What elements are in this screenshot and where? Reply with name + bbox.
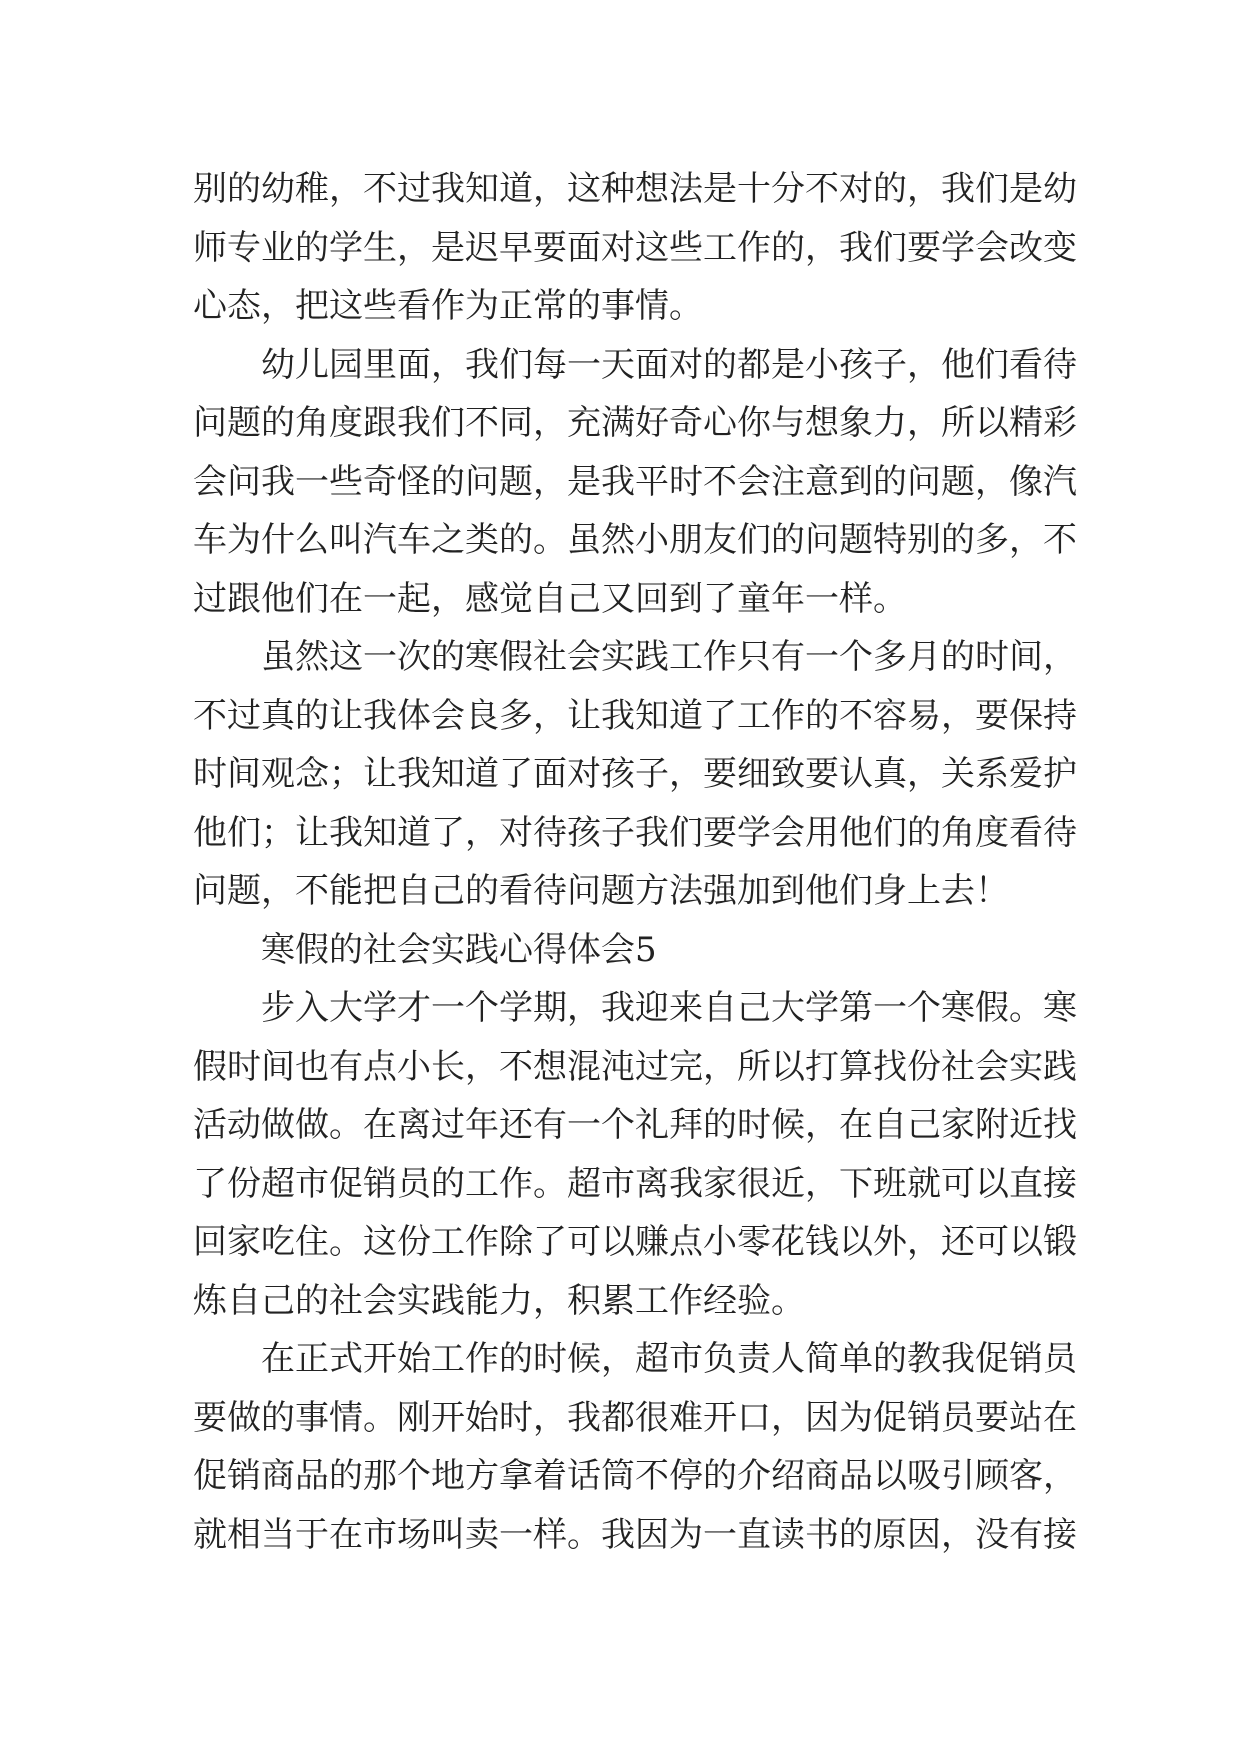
text-line: 问题，不能把自己的看待问题方法强加到他们身上去！ bbox=[193, 871, 1009, 911]
text-line: 活动做做。在离过年还有一个礼拜的时候，在自己家附近找 bbox=[193, 1105, 1077, 1145]
body-text bbox=[193, 160, 1077, 1564]
text-line: 过跟他们在一起，感觉自己又回到了童年一样。 bbox=[193, 578, 907, 619]
text-line: 会问我一些奇怪的问题，是我平时不会注意到的问题，像汽 bbox=[193, 461, 1077, 502]
text-line: 车为什么叫汽车之类的。虽然小朋友们的问题特别的多，不 bbox=[193, 520, 1077, 560]
text-line: 了份超市促销员的工作。超市离我家很近，下班就可以直接 bbox=[193, 1163, 1077, 1204]
text-line: 假时间也有点小长，不想混沌过完，所以打算找份社会实践 bbox=[193, 1046, 1077, 1087]
text-line: 就相当于在市场叫卖一样。我因为一直读书的原因，没有接 bbox=[193, 1514, 1077, 1555]
text-line: 炼自己的社会实践能力，积累工作经验。 bbox=[193, 1280, 805, 1321]
text-line: 促销商品的那个地方拿着话筒不停的介绍商品以吸引顾客， bbox=[193, 1456, 1077, 1496]
text-line: 心态，把这些看作为正常的事情。 bbox=[193, 286, 703, 326]
text-line: 要做的事情。刚开始时，我都很难开口，因为促销员要站在 bbox=[193, 1397, 1077, 1438]
text-line: 师专业的学生，是迟早要面对这些工作的，我们要学会改变 bbox=[193, 227, 1077, 268]
paragraph-first-line: 在正式开始工作的时候，超市负责人简单的教我促销员 bbox=[261, 1339, 1077, 1379]
text-line: 他们；让我知道了，对待孩子我们要学会用他们的角度看待 bbox=[193, 812, 1077, 853]
text-line: 不过真的让我体会良多，让我知道了工作的不容易，要保持 bbox=[193, 695, 1077, 736]
text-line: 别的幼稚，不过我知道，这种想法是十分不对的，我们是幼 bbox=[193, 169, 1077, 209]
text-line: 时间观念；让我知道了面对孩子，要细致要认真，关系爱护 bbox=[193, 754, 1077, 794]
paragraph-first-line: 虽然这一次的寒假社会实践工作只有一个多月的时间， bbox=[261, 637, 1077, 677]
section-heading: 寒假的社会实践心得体会5 bbox=[261, 929, 657, 970]
text-line: 回家吃住。这份工作除了可以赚点小零花钱以外，还可以锻 bbox=[193, 1222, 1077, 1262]
paragraph-first-line: 幼儿园里面，我们每一天面对的都是小孩子，他们看待 bbox=[261, 344, 1077, 385]
paragraph-first-line: 步入大学才一个学期，我迎来自己大学第一个寒假。寒 bbox=[261, 988, 1077, 1028]
text-line: 问题的角度跟我们不同，充满好奇心你与想象力，所以精彩 bbox=[193, 403, 1077, 443]
